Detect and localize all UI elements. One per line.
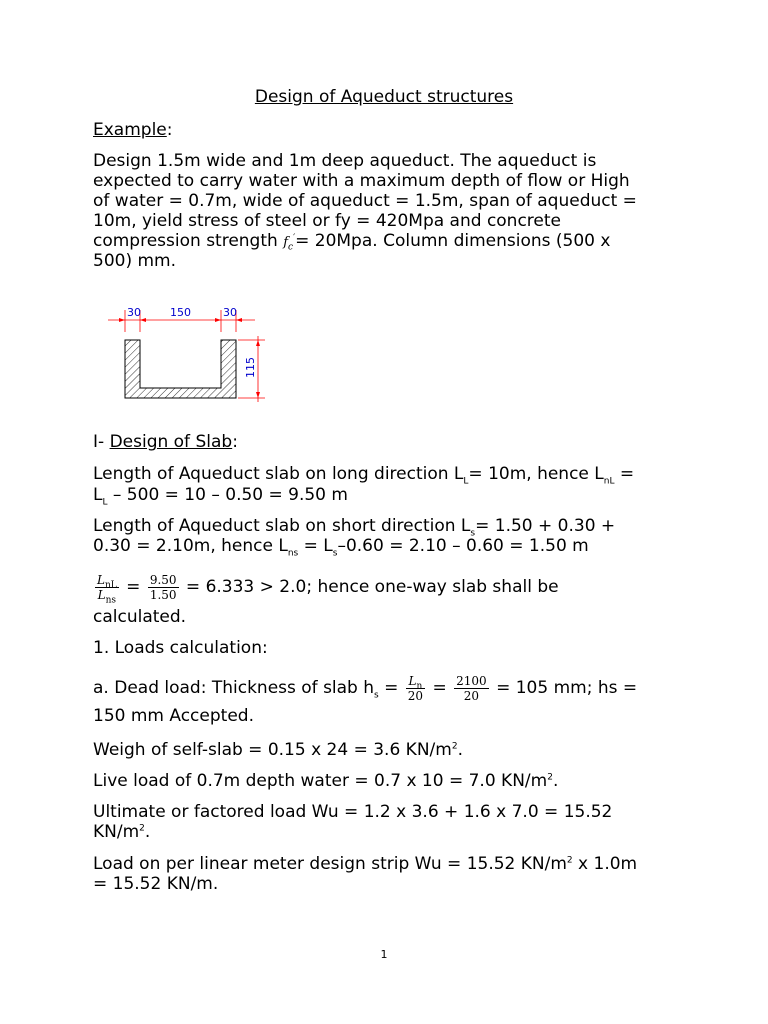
strip-load-line-2: = 15.52 KN/m. <box>93 874 219 894</box>
fc-symbol: $f_c'$ <box>283 233 296 253</box>
intro-line-2: expected to carry water with a maximum depth of flow or High <box>93 171 630 191</box>
intro-line-5: compression strength $f_c'= 20Mpa$. Column dimensions (500 x <box>93 231 611 253</box>
dead-load-line-1: a. Dead load: Thickness of slab $h_s$ = $\frac{L_n}{20}$ = $\frac{2100}{20}$ = 105 mm; hs = <box>93 673 638 703</box>
section-title: Design of Slab <box>109 432 233 452</box>
dead-load-line-2: 150 mm Accepted. <box>93 706 254 726</box>
page-title: Design of Aqueduct structures <box>254 87 514 107</box>
arrow-5 <box>256 340 260 346</box>
example-heading: Example: <box>93 120 173 140</box>
long-dir-line-2: $L_L - 500 = 10 - 0.50 = 9.50$ m <box>93 485 348 508</box>
arrow-1 <box>119 318 125 322</box>
page-number: 1 <box>380 948 388 961</box>
long-dir-line-1: Length of Aqueduct slab on long direction $L_L= 10m$, hence $L_{nL}$ = <box>93 464 635 487</box>
ultimate-load-line-1: Ultimate or factored load Wu = 1.2 x 3.6 + 1.6 x 7.0 = 15.52 <box>93 802 613 822</box>
example-label: Example <box>93 120 167 140</box>
intro-line-4: 10m, yield stress of steel or fy = 420Mpa and concrete <box>93 211 562 231</box>
intro-line-6: 500) mm. <box>93 251 177 271</box>
dead-load-fraction-2: $\frac{2100}{20}$ <box>456 673 487 703</box>
intro-line-3: of water = 0.7m, wide of aqueduct = 1.5m, span of aqueduct = <box>93 191 637 211</box>
dead-load-fraction-1: $\frac{L_n}{20}$ <box>407 673 424 703</box>
ratio-line: $\frac{L_{nL}}{L_{ns}}$ = $\frac{9.50}{1.50}$ = 6.333 > 2.0; hence one-way slab shall be <box>97 572 559 605</box>
arrow-6 <box>256 392 260 398</box>
strip-load-line-1: Load on per linear meter design strip Wu = 15.52 $KN/m^2$ x 1.0m <box>93 854 638 874</box>
short-dir-line-2: 0.30 = 2.10m, hence $L_{ns} = L_s-0.60 = 2.10 - 0.60 = 1.50$ m <box>93 536 589 559</box>
short-dir-line-1: Length of Aqueduct slab on short direction $L_s= 1.50 + 0.30$ + <box>93 516 616 539</box>
ratio-value-fraction: $\frac{9.50}{1.50}$ <box>149 572 177 602</box>
self-weight-line: Weigh of self-slab = 0.15 x 24 = 3.6 $KN/m^2$. <box>93 740 463 760</box>
intro-line-1: Design 1.5m wide and 1m deep aqueduct. The aqueduct is <box>93 151 597 171</box>
aqueduct-section-diagram <box>100 300 280 410</box>
live-load-line: Live load of 0.7m depth water = 0.7 x 10 = 7.0 $KN/m^2$. <box>93 771 559 791</box>
loads-heading: 1. Loads calculation: <box>93 638 268 658</box>
dim-mid-label: 150 <box>170 306 191 319</box>
ratio-line-2: calculated. <box>93 607 187 627</box>
section-heading: I- Design of Slab: <box>93 432 238 452</box>
dim-height-label: 115 <box>244 357 257 378</box>
ultimate-load-line-2: $KN/m^2$. <box>93 822 151 842</box>
section-shape <box>125 340 236 398</box>
dim-left-label: 30 <box>127 306 141 319</box>
arrow-3 <box>215 318 221 322</box>
ratio-symbol-fraction: $\frac{L_{nL}}{L_{ns}}$ <box>97 572 117 605</box>
dim-right-label: 30 <box>223 306 237 319</box>
